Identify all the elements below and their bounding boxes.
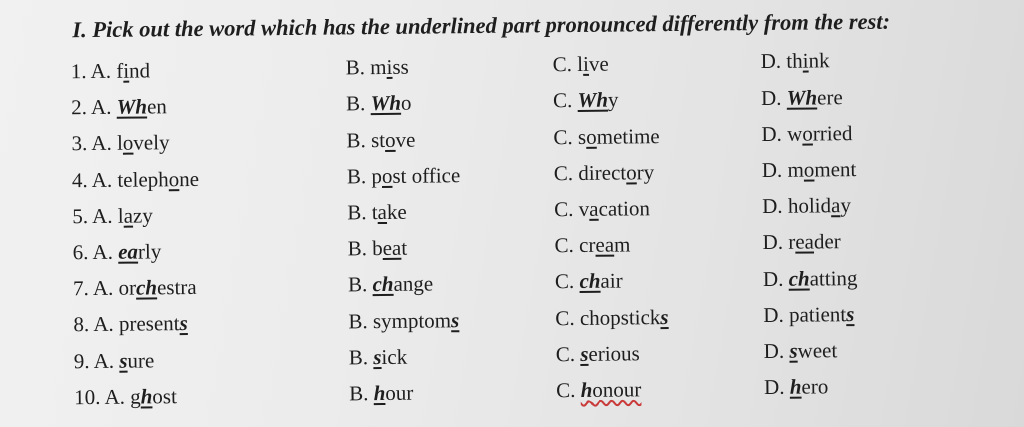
- question-number: 4.: [71, 167, 92, 192]
- question-number: 8.: [73, 312, 94, 337]
- word-suffix: o: [400, 90, 412, 116]
- underlined-part: h: [580, 377, 593, 402]
- word-prefix: r: [788, 229, 796, 255]
- word-suffix: ick: [381, 344, 408, 369]
- word-suffix: ero: [801, 374, 829, 399]
- question-number: 5.: [72, 203, 93, 229]
- q6-option-d: [762, 230, 840, 256]
- option-letter: C.: [555, 377, 581, 403]
- underlined-part: o: [803, 157, 815, 182]
- word-suffix: zy: [132, 203, 153, 228]
- option-letter: B.: [349, 381, 374, 406]
- q7-option-a: [73, 275, 197, 301]
- word-prefix: or: [118, 275, 137, 300]
- underlined-part: h: [373, 380, 386, 405]
- word-prefix: symptom: [372, 307, 452, 333]
- word-suffix: ss: [392, 54, 409, 79]
- option-letter: C.: [554, 196, 579, 222]
- word-prefix: present: [118, 311, 180, 337]
- q3-option-a: [71, 131, 169, 157]
- option-letter: A.: [92, 239, 119, 265]
- word-prefix: p: [371, 163, 383, 188]
- option-letter: D.: [761, 157, 788, 182]
- option-letter: C.: [552, 88, 578, 113]
- q7-option-d: [763, 266, 858, 292]
- underlined-part: o: [122, 131, 134, 156]
- q4-option-c: [554, 160, 655, 186]
- option-letter: D.: [763, 374, 790, 400]
- option-letter: D.: [761, 121, 788, 146]
- word-suffix: ke: [386, 199, 407, 224]
- option-letter: D.: [762, 193, 788, 219]
- q9-option-a: [74, 348, 155, 374]
- q4-option-a: [72, 167, 199, 193]
- word-prefix: patient: [788, 301, 847, 327]
- q6-option-a: [73, 239, 162, 265]
- underlined-part: i: [123, 58, 130, 83]
- word-suffix: ment: [814, 156, 857, 182]
- word-suffix: y: [840, 193, 851, 218]
- word-prefix: l: [116, 131, 123, 156]
- underlined-part: ch: [788, 266, 810, 291]
- underlined-part: ea: [595, 232, 615, 257]
- q10-option-a: [74, 384, 177, 410]
- word-suffix: nd: [128, 58, 151, 83]
- underlined-part: s: [789, 338, 798, 363]
- question-number: 2.: [71, 95, 92, 120]
- underlined-part: ea: [795, 229, 815, 254]
- underlined-part: i: [386, 54, 393, 80]
- question-number: 9.: [73, 348, 94, 373]
- word-suffix: ve: [588, 51, 609, 77]
- question-number: 10.: [74, 384, 105, 410]
- underlined-part: h: [140, 384, 153, 409]
- option-letter: B.: [347, 236, 373, 261]
- option-letter: D.: [763, 302, 790, 327]
- option-letter: B.: [345, 55, 371, 80]
- word-prefix: v: [578, 196, 590, 221]
- option-letter: B.: [345, 91, 371, 116]
- word-prefix: w: [786, 121, 803, 146]
- word-prefix: chopstick: [579, 304, 661, 330]
- option-letter: C.: [552, 52, 578, 77]
- word-suffix: der: [813, 229, 841, 254]
- underlined-part: s: [450, 307, 460, 332]
- q9-option-c: [556, 341, 640, 367]
- question-number: 7.: [72, 276, 93, 301]
- q10-option-d: [764, 374, 828, 400]
- underlined-part: Wh: [370, 91, 402, 116]
- underlined-part: i: [582, 52, 590, 77]
- q2-option-b: [346, 91, 412, 117]
- word-suffix: metime: [596, 123, 660, 149]
- option-letter: C.: [555, 305, 580, 330]
- q8-option-d: [763, 302, 854, 328]
- q9-option-b: [349, 344, 408, 370]
- underlined-part: Wh: [577, 88, 609, 113]
- option-letter: A.: [92, 275, 119, 301]
- word-prefix: s: [577, 124, 587, 149]
- option-letter: A.: [91, 203, 118, 228]
- underlined-part: ch: [135, 275, 158, 300]
- option-letter: A.: [93, 312, 120, 337]
- word-suffix: ost: [152, 383, 178, 409]
- word-suffix: ve: [395, 127, 416, 152]
- word-suffix: our: [385, 380, 414, 405]
- word-suffix: atting: [809, 265, 858, 291]
- option-letter: D.: [762, 266, 789, 291]
- q2-option-c: [553, 88, 619, 114]
- word-prefix: m: [787, 157, 804, 182]
- word-prefix: holid: [787, 193, 832, 218]
- q1-option-b: [346, 55, 409, 81]
- q1-option-c: [553, 52, 609, 78]
- option-letter: D.: [760, 85, 787, 110]
- option-letter: A.: [90, 58, 117, 84]
- word-prefix: st: [370, 127, 386, 152]
- q2-option-d: [761, 85, 843, 111]
- q9-option-d: [764, 338, 838, 364]
- option-letter: B.: [348, 344, 374, 370]
- q5-option-d: [762, 193, 851, 219]
- word-prefix: m: [370, 55, 387, 80]
- word-prefix: th: [786, 48, 803, 74]
- option-letter: B.: [348, 308, 374, 333]
- option-letter: D.: [760, 49, 787, 74]
- underlined-part: a: [830, 193, 841, 218]
- underlined-part: i: [802, 48, 809, 73]
- q1-option-d: [761, 49, 830, 75]
- q4-option-d: [762, 157, 857, 183]
- word-prefix: l: [577, 52, 584, 77]
- underlined-part: Wh: [786, 84, 818, 110]
- q7-option-b: [348, 272, 433, 298]
- option-letter: A.: [91, 167, 118, 192]
- underlined-part: a: [589, 196, 599, 221]
- underlined-part: a: [123, 203, 134, 228]
- q10-option-b: [349, 381, 413, 407]
- word-suffix: estra: [156, 275, 197, 300]
- word-prefix: direct: [578, 160, 627, 185]
- q10-option-c: [556, 377, 641, 403]
- option-letter: D.: [763, 338, 790, 363]
- underlined-part: ch: [579, 269, 601, 294]
- word-suffix: en: [146, 94, 167, 119]
- underlined-part: o: [802, 121, 813, 146]
- word-prefix: l: [117, 203, 124, 228]
- word-suffix: y: [607, 87, 619, 113]
- word-suffix: m: [613, 232, 631, 257]
- q8-option-a: [73, 311, 188, 337]
- question-number: 3.: [71, 131, 92, 156]
- q3-option-c: [553, 124, 659, 150]
- underlined-part: s: [660, 304, 669, 329]
- word-suffix: onour: [592, 377, 642, 402]
- underlined-part: s: [119, 348, 128, 373]
- option-letter: C.: [555, 341, 581, 366]
- underlined-part: o: [626, 160, 637, 185]
- underlined-part: o: [381, 163, 393, 188]
- word-suffix: rried: [812, 120, 853, 146]
- q3-option-b: [346, 127, 415, 153]
- underlined-part: s: [373, 344, 382, 369]
- underlined-part: o: [384, 127, 396, 152]
- underlined-part: ch: [372, 272, 394, 297]
- option-letter: B.: [347, 272, 373, 297]
- q3-option-d: [761, 121, 852, 147]
- option-letter: C.: [554, 269, 580, 294]
- underlined-part: Wh: [116, 94, 148, 119]
- q6-option-b: [347, 236, 407, 262]
- option-letter: C.: [554, 233, 580, 258]
- q8-option-b: [348, 308, 459, 334]
- word-prefix: g: [130, 384, 141, 409]
- word-suffix: vely: [133, 130, 170, 156]
- option-letter: B.: [347, 200, 372, 225]
- underlined-part: ea: [382, 235, 402, 261]
- word-suffix: t: [401, 235, 408, 260]
- underlined-part: h: [789, 374, 802, 399]
- word-prefix: t: [371, 199, 378, 225]
- q8-option-c: [555, 305, 668, 331]
- word-suffix: nk: [808, 48, 830, 73]
- word-suffix: ne: [179, 166, 200, 191]
- option-letter: B.: [346, 127, 372, 152]
- q1-option-a: [71, 58, 151, 84]
- underlined-part: s: [179, 311, 188, 336]
- word-prefix: teleph: [117, 166, 169, 192]
- underlined-part: s: [846, 301, 855, 326]
- option-letter: C.: [553, 160, 579, 186]
- option-letter: B.: [346, 163, 372, 189]
- word-suffix: air: [600, 268, 623, 294]
- option-letter: A.: [93, 348, 120, 373]
- word-suffix: rly: [137, 239, 162, 264]
- option-letter: A.: [91, 131, 118, 156]
- q6-option-c: [554, 233, 630, 259]
- q5-option-a: [72, 203, 153, 229]
- question-number: 1.: [70, 59, 91, 84]
- word-suffix: cation: [598, 196, 650, 221]
- question-number: 6.: [72, 240, 93, 265]
- underlined-part: o: [168, 166, 180, 191]
- option-letter: A.: [90, 94, 117, 120]
- word-suffix: erious: [588, 341, 640, 366]
- word-prefix: cr: [578, 232, 596, 258]
- underlined-part: s: [580, 341, 589, 366]
- q7-option-c: [555, 269, 623, 295]
- word-prefix: b: [372, 236, 383, 261]
- underlined-part: ea: [118, 239, 139, 264]
- exercise-heading: I. Pick out the word which has the underlined part pronounced differently from the rest:: [72, 8, 891, 43]
- word-suffix: ange: [393, 271, 434, 297]
- option-letter: A.: [104, 384, 131, 409]
- word-prefix: f: [116, 58, 124, 83]
- q5-option-c: [554, 196, 650, 222]
- q2-option-a: [71, 94, 167, 120]
- word-suffix: weet: [797, 338, 838, 363]
- word-suffix: ry: [636, 159, 655, 185]
- option-letter: D.: [762, 230, 789, 255]
- word-suffix: st office: [392, 162, 461, 188]
- underlined-part: o: [586, 124, 597, 149]
- option-letter: C.: [553, 124, 579, 149]
- word-suffix: ere: [816, 84, 843, 109]
- word-suffix: ure: [127, 347, 155, 373]
- underlined-part: a: [377, 199, 388, 224]
- q4-option-b: [347, 163, 461, 189]
- q5-option-b: [347, 200, 407, 226]
